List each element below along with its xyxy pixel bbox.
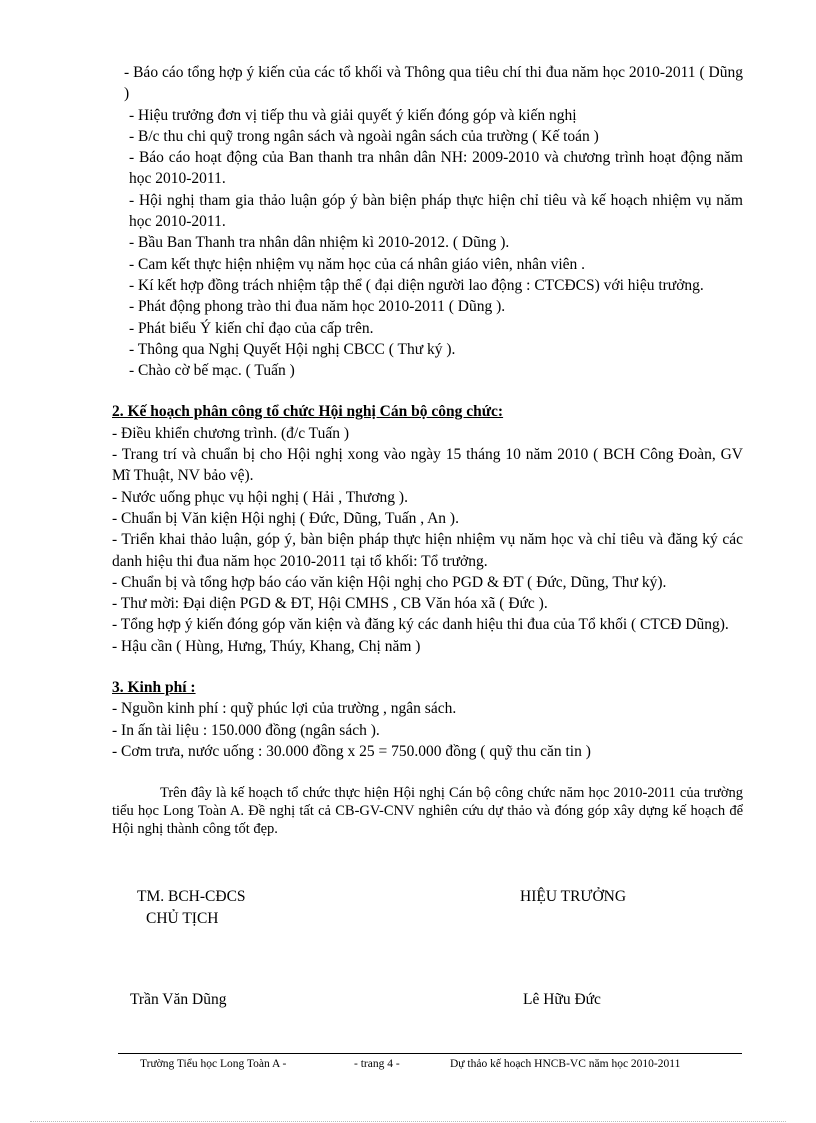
section-1-item: - Phát động phong trào thi đua năm học 2010-2011 ( Dũng ).: [129, 298, 506, 316]
section-1-item: - Báo cáo hoạt động của Ban thanh tra nhân dân NH: 2009-2010 và chương trình hoạt động năm học 2010-2011.: [129, 149, 743, 188]
section-1-item: - Bầu Ban Thanh tra nhân dân nhiệm kì 2010-2012. ( Dũng ).: [129, 234, 510, 252]
section-3-item: - Cơm trưa, nước uống : 30.000 đồng x 25 = 750.000 đồng ( quỹ thu căn tin ): [112, 742, 591, 760]
document-body: [112, 62, 743, 838]
right-signature-title: HIỆU TRƯỞNG: [520, 888, 627, 905]
section-3-heading: 3. Kinh phí :: [112, 679, 196, 697]
section-1-item: - Báo cáo tổng hợp ý kiến của các tổ khối và Thông qua tiêu chí thi đua năm học 2010-2011 ( Dũng ): [124, 64, 743, 103]
section-2-heading: 2. Kế hoạch phân công tổ chức Hội nghị Cán bộ công chức:: [112, 403, 504, 421]
section-2-item: - Chuẩn bị Văn kiện Hội nghị ( Đức, Dũng, Tuấn , An ).: [112, 509, 459, 527]
section-3-item: - In ấn tài liệu : 150.000 đồng (ngân sách ).: [112, 721, 380, 739]
section-3-list: [112, 698, 743, 762]
section-2-item: - Chuẩn bị và tổng hợp báo cáo văn kiện Hội nghị cho PGD & ĐT ( Đức, Dũng, Thư ký).: [112, 573, 667, 591]
section-1-item: - Thông qua Nghị Quyết Hội nghị CBCC ( Thư ký ).: [129, 340, 456, 358]
right-signature-name: Lê Hữu Đức: [523, 991, 601, 1008]
section-2-item: - Triển khai thảo luận, góp ý, bàn biện pháp thực hiện nhiệm vụ năm học và chỉ tiêu và đăng ký các danh hiệu thi đua năm học 2010-2011 tại tổ khối: Tổ trưởng.: [112, 531, 743, 570]
section-1-item: - Phát biểu Ý kiến chỉ đạo của cấp trên.: [129, 319, 374, 337]
page-break-line: [30, 1121, 786, 1122]
section-1-item: - B/c thu chi quỹ trong ngân sách và ngoài ngân sách của trường ( Kế toán ): [129, 127, 599, 145]
section-3-item: - Nguồn kinh phí : quỹ phúc lợi của trường , ngân sách.: [112, 700, 457, 718]
footer-rule: [118, 1053, 742, 1054]
section-2-item: - Nước uống phục vụ hội nghị ( Hải , Thương ).: [112, 488, 408, 506]
section-1-item: - Kí kết hợp đồng trách nhiệm tập thể ( đại diện người lao động : CTCĐCS) với hiệu trưởng.: [129, 276, 704, 294]
section-1-list: [112, 62, 743, 381]
left-signature-title: CHỦ TỊCH: [146, 910, 219, 927]
section-1-item: - Hiệu trưởng đơn vị tiếp thu và giải quyết ý kiến đóng góp và kiến nghị: [129, 106, 577, 124]
section-2-item: - Điều khiển chương trình. (đ/c Tuấn ): [112, 424, 350, 442]
footer-school: Trường Tiểu học Long Toàn A -: [140, 1058, 287, 1070]
section-2-list: [112, 423, 743, 657]
closing-paragraph: Trên đây là kế hoạch tổ chức thực hiện Hội nghị Cán bộ công chức năm học 2010-2011 của trường tiểu học Long Toàn A. Đề nghị tất cả CB-GV-CNV nghiên cứu dự thảo và đóng góp xây dựng kế hoạch để Hội nghị thành công tốt đẹp.: [112, 785, 743, 838]
section-2-item: - Hậu cần ( Hùng, Hưng, Thúy, Khang, Chị năm ): [112, 637, 421, 655]
footer-page-number: - trang 4 -: [354, 1058, 400, 1070]
section-2-item: - Trang trí và chuẩn bị cho Hội nghị xong vào ngày 15 tháng 10 năm 2010 ( BCH Công Đoàn, GV Mĩ Thuật, NV bảo vệ).: [112, 446, 743, 485]
section-2-item: - Tổng hợp ý kiến đóng góp văn kiện và đăng ký các danh hiệu thi đua của Tổ khối ( CTCĐ Dũng).: [112, 616, 729, 634]
section-1-item: - Hội nghị tham gia thảo luận góp ý bàn biện pháp thực hiện chỉ tiêu và kế hoạch nhiệm vụ năm học 2010-2011.: [129, 191, 743, 231]
footer-document-title: Dự thảo kế hoạch HNCB-VC năm học 2010-2011: [450, 1058, 681, 1070]
left-signature-name: Trần Văn Dũng: [130, 991, 227, 1008]
section-1-item: - Cam kết thực hiện nhiệm vụ năm học của cá nhân giáo viên, nhân viên .: [129, 255, 586, 273]
left-signature-org: TM. BCH-CĐCS: [137, 888, 246, 905]
section-2-item: - Thư mời: Đại diện PGD & ĐT, Hội CMHS , CB Văn hóa xã ( Đức ).: [112, 595, 548, 613]
section-1-item: - Chào cờ bế mạc. ( Tuấn ): [129, 362, 295, 380]
